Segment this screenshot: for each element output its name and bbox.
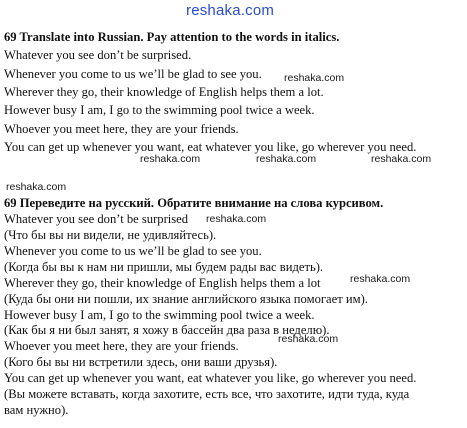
sentence-en-1: Whatever you see don’t be surprised. — [4, 48, 192, 62]
site-watermark: reshaka.com — [206, 213, 267, 225]
translation-ru-6b: вам нужно). — [4, 403, 69, 417]
sentence-en-6: You can get up whenever you want, eat whatever you like, go wherever you need. — [4, 140, 417, 154]
sentence-ru-3: Wherever they go, their knowledge of English helps them a lot — [4, 276, 321, 290]
sentence-en-4: However busy I am, I go to the swimming pool twice a week. — [4, 103, 315, 117]
translation-ru-1: (Что бы вы ни видели, не удивляйтесь). — [4, 228, 217, 242]
site-watermark: reshaka.com — [256, 153, 317, 165]
sentence-ru-5: Whoever you meet here, they are your friends. — [4, 339, 239, 353]
translation-ru-3: (Куда бы они ни пошли, их знание английского языка помогает им). — [4, 292, 368, 306]
exercise-heading-en: 69 Translate into Russian. Pay attention to the words in italics. — [4, 30, 340, 44]
exercise-heading-ru: 69 Переведите на русский. Обратите внимание на слова курсивом. — [4, 196, 384, 210]
sentence-ru-1: Whatever you see don’t be surprised — [4, 212, 189, 226]
sentence-en-2: Whenever you come to us we’ll be glad to see you. — [4, 67, 262, 81]
site-watermark-top: reshaka.com — [186, 2, 275, 19]
sentence-en-5: Whoever you meet here, they are your friends. — [4, 122, 239, 136]
site-watermark: reshaka.com — [278, 333, 339, 345]
sentence-ru-6: You can get up whenever you want, eat whatever you like, go wherever you need. — [4, 371, 417, 385]
site-watermark: reshaka.com — [6, 181, 67, 193]
translation-ru-5: (Кого бы вы ни встретили здесь, они ваши друзья). — [4, 355, 278, 369]
site-watermark: reshaka.com — [140, 153, 201, 165]
site-watermark: reshaka.com — [284, 72, 345, 84]
sentence-ru-2: Whenever you come to us we’ll be glad to see you. — [4, 244, 262, 258]
sentence-ru-4: However busy I am, I go to the swimming pool twice a week. — [4, 308, 315, 322]
site-watermark: reshaka.com — [350, 273, 411, 285]
site-watermark: reshaka.com — [371, 153, 432, 165]
translation-ru-2: (Когда бы вы к нам ни пришли, мы будем рады вас видеть). — [4, 260, 324, 274]
sentence-en-3: Wherever they go, their knowledge of English helps them a lot. — [4, 85, 324, 99]
translation-ru-4: (Как бы я ни был занят, я хожу в бассейн два раза в неделю). — [4, 323, 330, 337]
translation-ru-6a: (Вы можете вставать, когда захотите, есть все, что захотите, идти туда, куда — [4, 387, 410, 401]
